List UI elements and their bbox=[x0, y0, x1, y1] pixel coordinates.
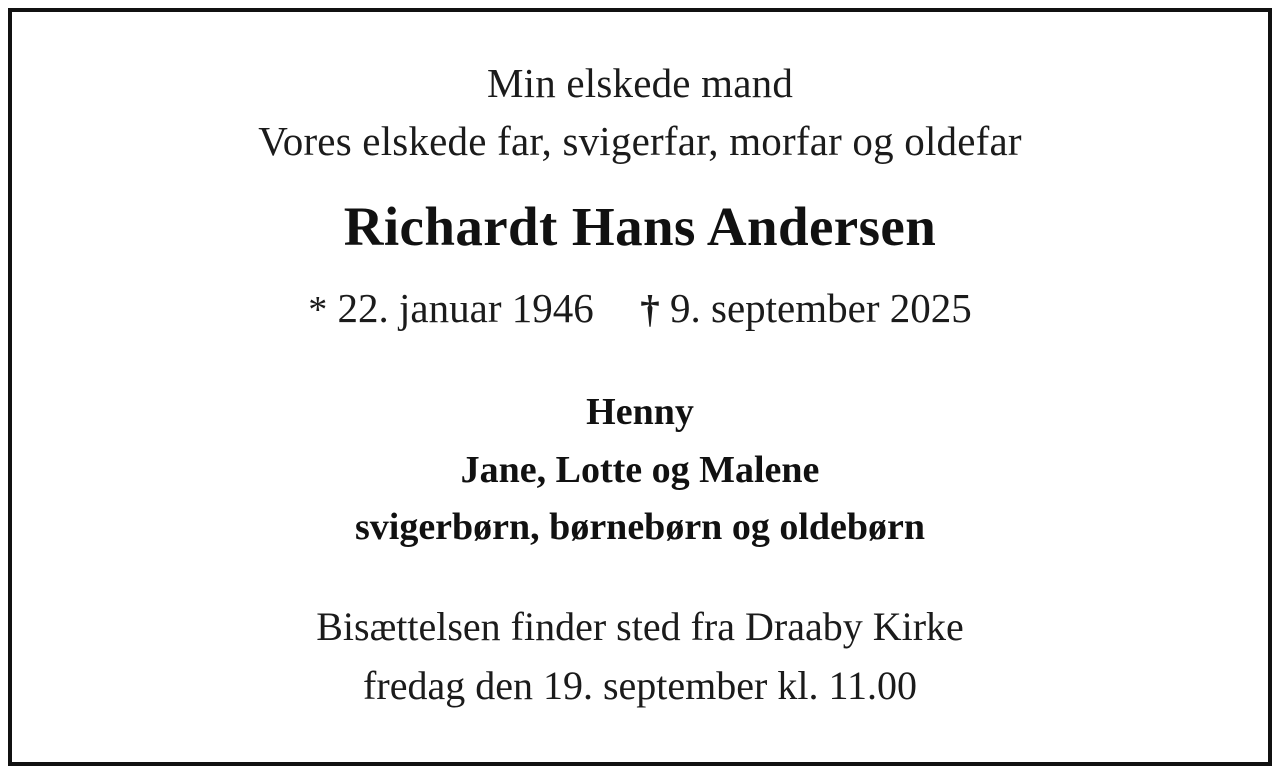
name-block bbox=[12, 196, 1268, 258]
death-date: 9. september 2025 bbox=[669, 285, 972, 332]
deceased-name: Richardt Hans Andersen bbox=[343, 196, 937, 258]
survivor-line-3: svigerbørn, børnebørn og oldebørn bbox=[354, 506, 926, 549]
service-block bbox=[12, 597, 1268, 715]
service-line-1: Bisættelsen finder sted fra Draaby Kirke bbox=[316, 604, 964, 650]
intro-line-1: Min elskede mand bbox=[486, 60, 794, 106]
intro-line-2: Vores elskede far, svigerfar, morfar og oldefar bbox=[258, 118, 1022, 165]
notice-border-frame bbox=[8, 8, 1272, 766]
dates-block bbox=[12, 284, 1268, 334]
death-cross-icon: † bbox=[640, 288, 660, 332]
intro-block bbox=[12, 54, 1268, 170]
survivors-block bbox=[12, 384, 1268, 557]
birth-star-icon: * bbox=[308, 289, 328, 332]
birth-date: 22. januar 1946 bbox=[337, 285, 594, 332]
survivor-line-1: Henny bbox=[586, 390, 694, 433]
notice-content bbox=[12, 12, 1268, 762]
survivor-line-2: Jane, Lotte og Malene bbox=[460, 448, 820, 491]
life-dates bbox=[12, 284, 1268, 334]
service-line-2: fredag den 19. september kl. 11.00 bbox=[363, 663, 917, 709]
